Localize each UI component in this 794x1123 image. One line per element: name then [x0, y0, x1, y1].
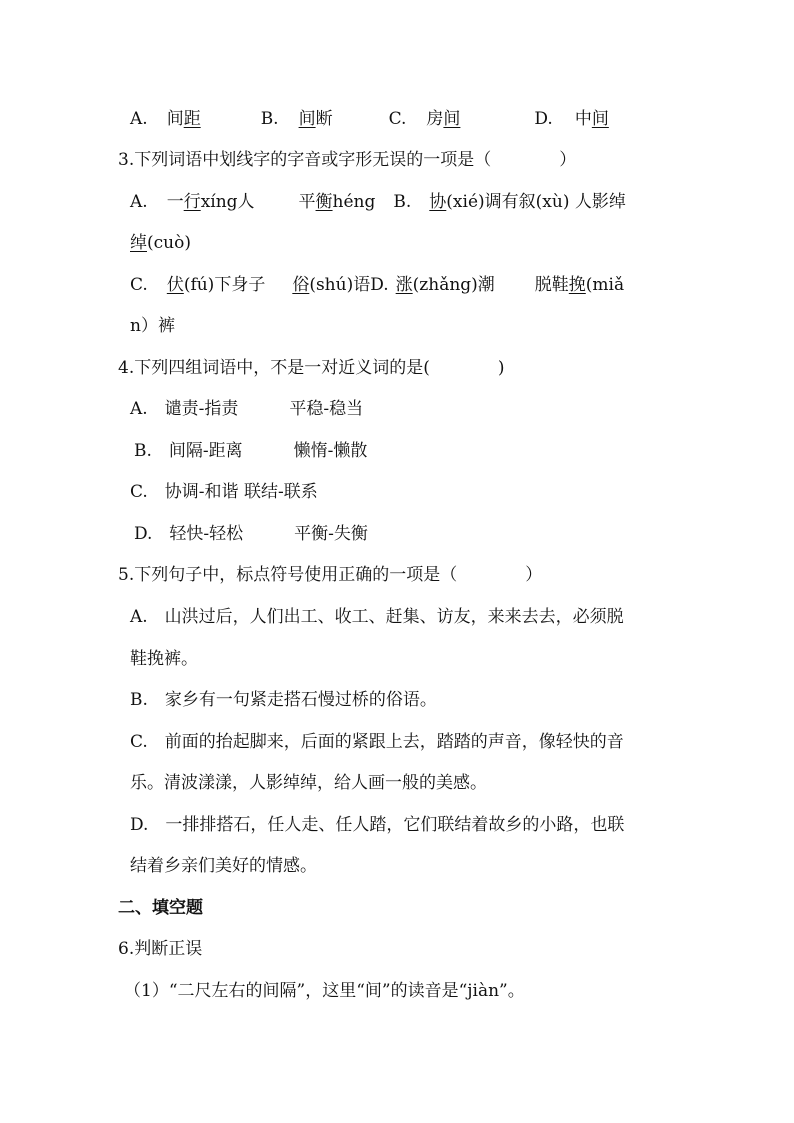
- q5-stem: 5.下列句子中，标点符号使用正确的一项是（ ）: [118, 565, 543, 585]
- q2-option-a-text: 间距: [166, 109, 201, 129]
- q3-option-b-label: B.: [393, 192, 412, 212]
- q3-option-d-cont: n）裤: [130, 316, 175, 336]
- q3-option-c-d: C. 伏(fú)下身子 俗(shú)语D. 涨(zhǎng)潮 脱鞋挽(miǎ: [130, 275, 625, 295]
- q2-option-b-label: B.: [260, 109, 279, 129]
- q4-option-c: C. 协调-和谐 联结-联系: [130, 482, 318, 502]
- q2-options: [130, 108, 609, 130]
- q3-option-b-cont: 绰(cuò): [130, 233, 191, 253]
- q2-option-d-label: D.: [534, 109, 553, 129]
- q2-option-d-text: 中间: [574, 109, 609, 129]
- q3-option-a-label: A.: [130, 192, 148, 212]
- q4-option-b: B. 间隔-距离 懒惰-懒散: [134, 441, 368, 461]
- section-title: 二、填空题: [118, 898, 203, 918]
- q5-option-a-line2: 鞋挽裤。: [130, 649, 198, 669]
- q3-option-a-b: A. 一行xíng人 平衡héng B. 协(xié)调有叙(xù) 人影绰: [130, 192, 626, 212]
- q3-option-c-label: C.: [130, 275, 148, 295]
- q5-option-b: B. 家乡有一句紧走搭石慢过桥的俗语。: [130, 690, 437, 710]
- q2-option-c-text: 房间: [426, 109, 461, 129]
- q5-option-c-line1: C. 前面的抬起脚来，后面的紧跟上去，踏踏的声音，像轻快的音: [130, 732, 624, 752]
- q3-stem: 3.下列词语中划线字的字音或字形无误的一项是（ ）: [118, 150, 577, 170]
- q2-option-b-text: 间断: [298, 109, 333, 129]
- q6-stem: 6.判断正误: [118, 939, 203, 959]
- q2-option-c-label: C.: [388, 109, 407, 129]
- q5-option-d-line1: D. 一排排搭石，任人走、任人踏，它们联结着故乡的小路，也联: [130, 815, 625, 835]
- q4-stem: 4.下列四组词语中，不是一对近义词的是( ): [118, 358, 505, 378]
- q4-option-a: A. 谴责-指责 平稳-稳当: [130, 399, 364, 419]
- q5-option-c-line2: 乐。清波漾漾，人影绰绰，给人画一般的美感。: [130, 773, 487, 793]
- q6-item-1: （1）“二尺左右的间隔”，这里“间”的读音是“jiàn”。: [124, 981, 525, 1001]
- q5-option-d-line2: 结着乡亲们美好的情感。: [130, 856, 317, 876]
- q4-option-d: D. 轻快-轻松 平衡-失衡: [134, 524, 368, 544]
- q2-option-a-label: A.: [130, 109, 148, 129]
- q5-option-a-line1: A. 山洪过后，人们出工、收工、赶集、访友，来来去去，必须脱: [130, 607, 624, 627]
